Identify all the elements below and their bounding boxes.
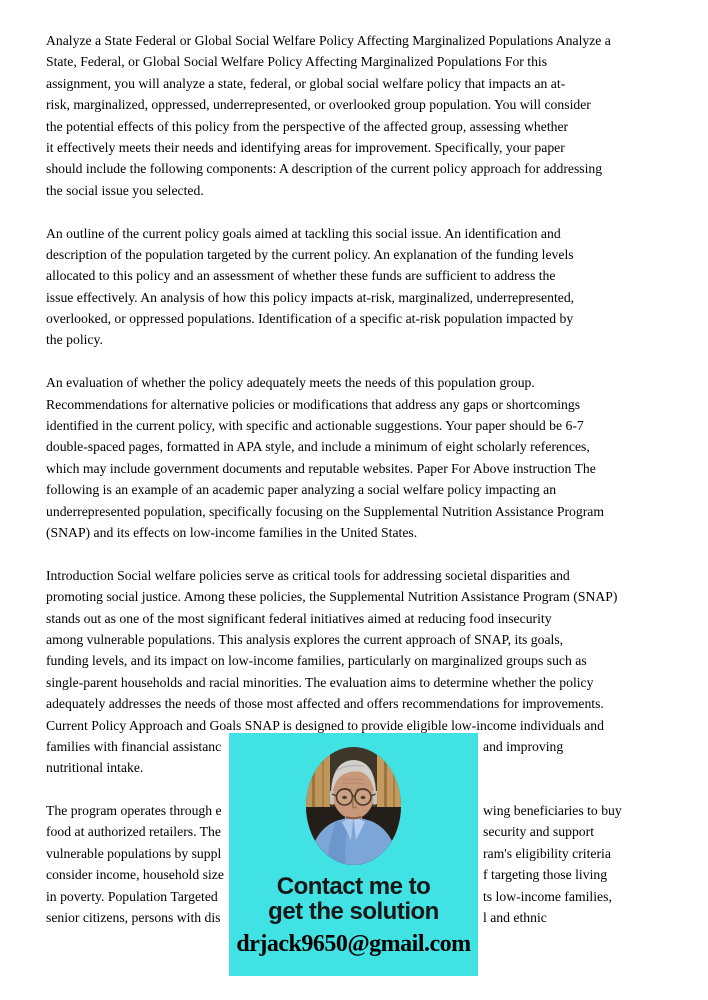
text-line: among vulnerable populations. This analysis explores the current approach of SNAP, its goals, (46, 631, 564, 647)
text-line: the potential effects of this policy from the perspective of the affected group, assessing whether (46, 118, 569, 134)
text-line: Current Policy Approach and Goals SNAP is designed to provide eligible low-income individuals and (46, 717, 604, 733)
text-line: risk, marginalized, oppressed, underrepresented, or overlooked group population. You will consider (46, 97, 591, 113)
text-fragment-right: l and ethnic (483, 910, 547, 926)
text-line: following is an example of an academic paper analyzing a social welfare policy impacting an (46, 482, 557, 498)
text-fragment-left: consider income, household size (46, 867, 224, 883)
text-line: the policy. (46, 332, 103, 348)
text-fragment-left: The program operates through e (46, 803, 222, 819)
text-fragment-left: food at authorized retailers. The (46, 824, 221, 840)
text-line: overlooked, or oppressed populations. Identification of a specific at-risk population impacted by (46, 311, 574, 327)
text-fragment-right: ram's eligibility criteria (483, 845, 611, 861)
paragraph (46, 30, 686, 201)
contact-heading-line1: Contact me to (276, 873, 431, 900)
text-fragment-left: in poverty. Population Targeted (46, 888, 218, 904)
text-fragment-right: f targeting those living (483, 867, 608, 883)
text-line: allocated to this policy and an assessment of whether these funds are sufficient to address the (46, 268, 556, 284)
text-line: An outline of the current policy goals aimed at tackling this social issue. An identification and (46, 225, 561, 241)
text-line: adequately addresses the needs of those most affected and offers recommendations for improvements. (46, 696, 604, 712)
text-line: promoting social justice. Among these policies, the Supplemental Nutrition Assistance Program (SNAP) (46, 589, 618, 605)
paragraph (46, 223, 686, 351)
text-line: assignment, you will analyze a state, federal, or global social welfare policy that impacts an at- (46, 75, 566, 91)
text-line: identified in the current policy, with specific and actionable suggestions. Your paper should be 6-7 (46, 418, 584, 434)
paragraph (46, 372, 686, 543)
text-line: An evaluation of whether the policy adequately meets the needs of this population group. (46, 375, 535, 391)
text-line: Introduction Social welfare policies serve as critical tools for addressing societal disparities and (46, 567, 570, 583)
text-line: which may include government documents and reputable websites. Paper For Above instruction The (46, 460, 596, 476)
text-line: issue effectively. An analysis of how this policy impacts at-risk, marginalized, underrepresented, (46, 289, 575, 305)
text-line: nutritional intake. (46, 760, 144, 776)
text-line: the social issue you selected. (46, 182, 204, 198)
text-fragment-left: vulnerable populations by suppl (46, 845, 222, 861)
text-line: State, Federal, or Global Social Welfare Policy Affecting Marginalized Populations For this (46, 54, 548, 70)
text-fragment-right: and improving (483, 738, 564, 754)
text-line: double-spaced pages, formatted in APA style, and include a minimum of eight scholarly references, (46, 439, 590, 455)
text-fragment-left: senior citizens, persons with dis (46, 910, 221, 926)
text-line: it effectively meets their needs and identifying areas for improvement. Specifically, your paper (46, 139, 565, 155)
text-line: underrepresented population, specifically focusing on the Supplemental Nutrition Assistance Program (46, 503, 605, 519)
contact-heading (229, 874, 478, 924)
contact-heading-line2: get the solution (268, 898, 439, 925)
text-fragment-right: wing beneficiaries to buy (483, 803, 622, 819)
text-line: stands out as one of the most significant federal initiatives aimed at reducing food insecurity (46, 610, 552, 626)
text-line: (SNAP) and its effects on low-income families in the United States. (46, 524, 418, 540)
text-line: funding levels, and its impact on low-income families, particularly on marginalized groups such as (46, 653, 587, 669)
text-fragment-right: ts low-income families, (483, 888, 612, 904)
text-fragment-right: security and support (483, 824, 594, 840)
promo-overlay (229, 733, 478, 976)
portrait-photo (306, 747, 401, 865)
contact-email: drjack9650@gmail.com (236, 931, 471, 957)
text-line: Recommendations for alternative policies or modifications that address any gaps or shortcomings (46, 396, 581, 412)
text-line: single-parent households and racial minorities. The evaluation aims to determine whether the policy (46, 674, 594, 690)
text-line: should include the following components: A description of the current policy approach for addressing (46, 161, 603, 177)
text-line: description of the population targeted by the current policy. An explanation of the funding levels (46, 246, 574, 262)
text-fragment-left: families with financial assistanc (46, 738, 222, 754)
text-line: Analyze a State Federal or Global Social Welfare Policy Affecting Marginalized Populations Analyze a (46, 33, 611, 48)
